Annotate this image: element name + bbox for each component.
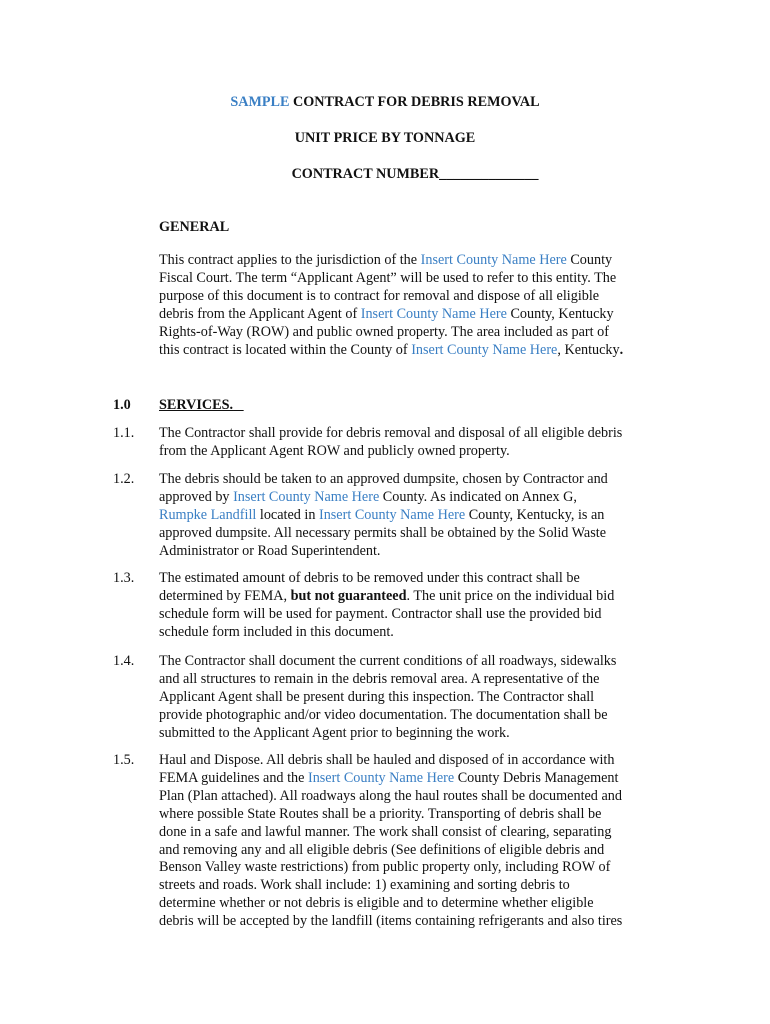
text-line: The Contractor shall document the current conditions of all roadways, sidewalks xyxy=(159,653,617,669)
county-placeholder: Insert County Name Here xyxy=(318,506,466,523)
text-run: County, Kentucky, is an xyxy=(465,506,605,523)
sample-label: SAMPLE xyxy=(230,94,290,110)
text-run: This contract applies to the jurisdiction of the xyxy=(159,252,421,268)
county-placeholder: Insert County Name Here xyxy=(233,488,380,505)
item-1-4 xyxy=(159,653,659,743)
text-line: Rights-of-Way (ROW) and public owned property. The area included as part of xyxy=(159,323,609,340)
text-line: Administrator or Road Superintendent. xyxy=(159,542,381,559)
text-line: submitted to the Applicant Agent prior to beginning the work. xyxy=(159,724,510,741)
contract-number: CONTRACT NUMBER______________ xyxy=(291,166,539,182)
text-run: County xyxy=(566,252,613,268)
text-run: . xyxy=(619,341,624,358)
general-paragraph xyxy=(159,252,659,359)
text-run: , Kentucky xyxy=(557,341,620,358)
heading-text: SERVICES. xyxy=(159,397,234,413)
not-guaranteed-emphasis: but not guaranteed xyxy=(290,587,407,604)
text-run: County, Kentucky xyxy=(506,305,614,322)
text-line: Benson Valley waste restrictions) from public property only, including ROW of xyxy=(159,859,611,876)
text-run: FEMA guidelines and the xyxy=(159,769,308,786)
text-line: purpose of this document is to contract for removal and dispose of all eligible xyxy=(159,287,600,304)
text-line: determine whether or not debris is eligible and to determine whether eligible xyxy=(159,895,594,912)
services-heading xyxy=(159,397,659,415)
text-line: streets and roads. Work shall include: 1) examining and sorting debris to xyxy=(159,877,570,894)
text-line: approved dumpsite. All necessary permits shall be obtained by the Solid Waste xyxy=(159,524,606,541)
text-line: done in a safe and lawful manner. The work shall consist of clearing, separating xyxy=(159,823,612,840)
text-line: and all structures to remain in the debris removal area. A representative of the xyxy=(159,670,600,687)
text-line: Applicant Agent shall be present during this inspection. The Contractor shall xyxy=(159,688,595,705)
text-line: schedule form included in this document. xyxy=(159,623,394,640)
text-run: approved by xyxy=(159,488,234,505)
text-line: The estimated amount of debris to be removed under this contract shall be xyxy=(159,570,580,586)
county-placeholder: Insert County Name Here xyxy=(411,341,558,358)
text-run: County Debris Management xyxy=(454,769,619,786)
text-line: debris will be accepted by the landfill (items containing refrigerants and also tires xyxy=(159,913,623,930)
item-number: 1.4. xyxy=(113,653,135,669)
text-run: this contract is located within the County of xyxy=(159,341,412,358)
landfill-placeholder: Rumpke Landfill xyxy=(159,506,257,523)
text-run: . The unit price on the individual bid xyxy=(406,587,615,604)
document-title xyxy=(0,94,770,112)
document-subtitle: UNIT PRICE BY TONNAGE xyxy=(294,130,476,146)
text-line: Plan (Plan attached). All roadways along the haul routes shall be documented and xyxy=(159,787,622,804)
text-line: The debris should be taken to an approved dumpsite, chosen by Contractor and xyxy=(159,471,608,487)
section-number: 1.0 xyxy=(113,397,131,413)
item-number: 1.2. xyxy=(113,471,135,487)
item-1-3 xyxy=(159,570,659,642)
county-placeholder: Insert County Name Here xyxy=(420,252,567,268)
text-run: located in xyxy=(256,506,319,523)
item-1-5 xyxy=(159,752,659,931)
text-line: from the Applicant Agent ROW and publicly owned property. xyxy=(159,442,510,459)
county-placeholder: Insert County Name Here xyxy=(307,769,455,786)
item-number: 1.5. xyxy=(113,752,135,768)
heading-underline-tail xyxy=(233,397,244,413)
county-placeholder: Insert County Name Here xyxy=(360,305,507,322)
general-heading: GENERAL xyxy=(159,219,230,235)
text-line: provide photographic and/or video documentation. The documentation shall be xyxy=(159,706,608,723)
text-line: and removing any and all eligible debris (See definitions of eligible debris and xyxy=(159,841,605,858)
text-line: The Contractor shall provide for debris removal and disposal of all eligible debris xyxy=(159,425,623,441)
item-number: 1.3. xyxy=(113,570,135,586)
text-line: where possible State Routes shall be a priority. Transporting of debris shall be xyxy=(159,805,602,822)
item-1-1 xyxy=(159,425,659,461)
text-line: Fiscal Court. The term “Applicant Agent” will be used to refer to this entity. The xyxy=(159,269,617,286)
text-run: determined by FEMA, xyxy=(159,587,291,604)
text-run: County. As indicated on Annex G, xyxy=(379,488,577,505)
item-number: 1.1. xyxy=(113,425,135,441)
text-line: schedule form will be used for payment. Contractor shall use the provided bid xyxy=(159,605,602,622)
text-run: debris from the Applicant Agent of xyxy=(159,305,361,322)
text-line: Haul and Dispose. All debris shall be hauled and disposed of in accordance with xyxy=(159,752,615,768)
item-1-2 xyxy=(159,471,659,561)
title-text: CONTRACT FOR DEBRIS REMOVAL xyxy=(289,94,540,110)
